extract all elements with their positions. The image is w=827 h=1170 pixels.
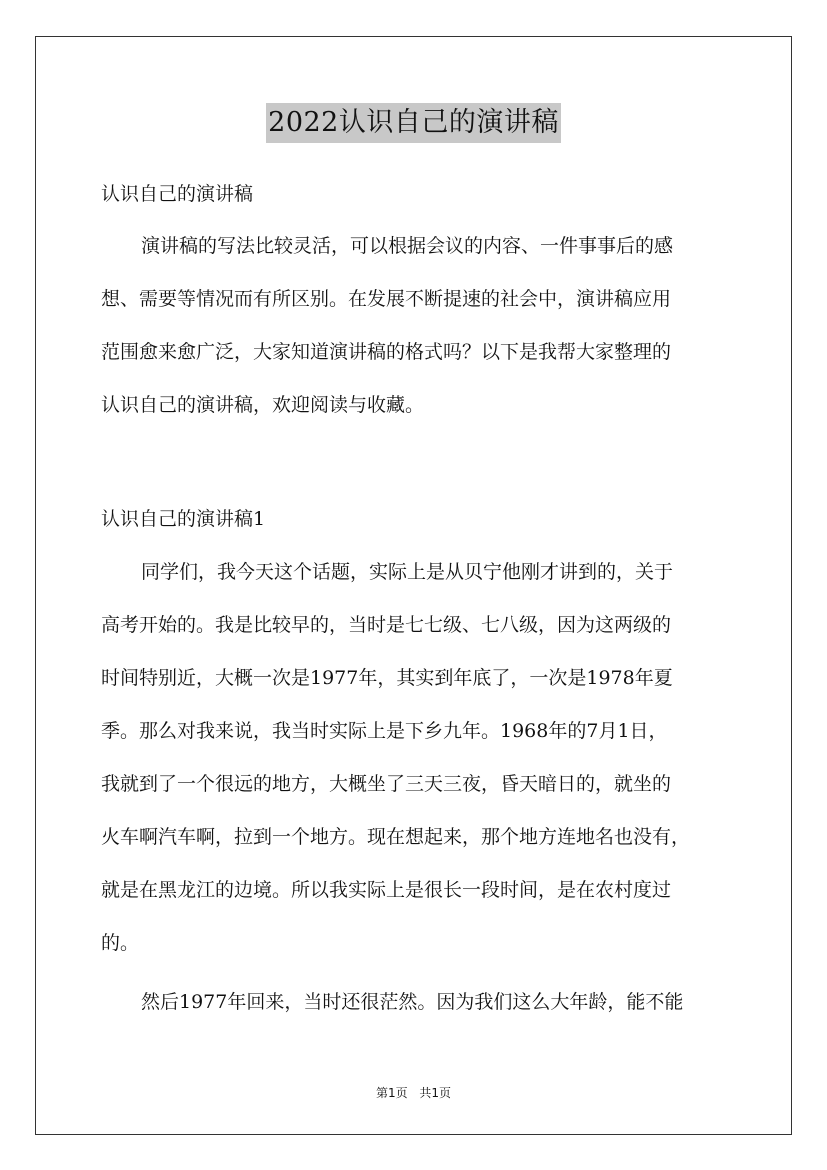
section1-paragraph-1: [101, 546, 731, 970]
title-container: [0, 103, 827, 143]
intro-paragraph: [101, 220, 731, 432]
document-title: 2022认识自己的演讲稿: [266, 103, 561, 143]
intro-heading: 认识自己的演讲稿: [101, 183, 254, 205]
section1-paragraph-2: [101, 976, 731, 1029]
page-footer: [0, 1084, 827, 1101]
paragraph-line: 就是在黑龙江的边境。所以我实际上是很长一段时间，是在农村度过: [101, 879, 672, 901]
page-number-total: 共1页: [419, 1086, 452, 1100]
paragraph-line: 时间特别近，大概一次是1977年，其实到年底了，一次是1978年夏: [101, 667, 673, 689]
paragraph-line: 季。那么对我来说，我当时实际上是下乡九年。1968年的7月1日，: [101, 720, 668, 742]
paragraph-line: 认识自己的演讲稿，欢迎阅读与收藏。: [101, 394, 425, 416]
paragraph-line: 想、需要等情况而有所区别。在发展不断提速的社会中，演讲稿应用: [101, 288, 672, 310]
paragraph-line: 火车啊汽车啊，拉到一个地方。现在想起来，那个地方连地名也没有，: [101, 826, 691, 848]
paragraph-line: 演讲稿的写法比较灵活，可以根据会议的内容、一件事事后的感: [141, 235, 674, 257]
section1-heading: 认识自己的演讲稿1: [101, 508, 266, 530]
paragraph-line: 高考开始的。我是比较早的，当时是七七级、七八级，因为这两级的: [101, 614, 672, 636]
paragraph-line: 同学们，我今天这个话题，实际上是从贝宁他刚才讲到的，关于: [141, 561, 674, 583]
paragraph-line: 范围愈来愈广泛，大家知道演讲稿的格式吗？以下是我帮大家整理的: [101, 341, 672, 363]
page-number-current: 第1页: [375, 1086, 408, 1100]
paragraph-line: 然后1977年回来，当时还很茫然。因为我们这么大年龄，能不能: [141, 991, 684, 1013]
paragraph-line: 的。: [101, 932, 140, 954]
paragraph-line: 我就到了一个很远的地方，大概坐了三天三夜，昏天暗日的，就坐的: [101, 773, 672, 795]
